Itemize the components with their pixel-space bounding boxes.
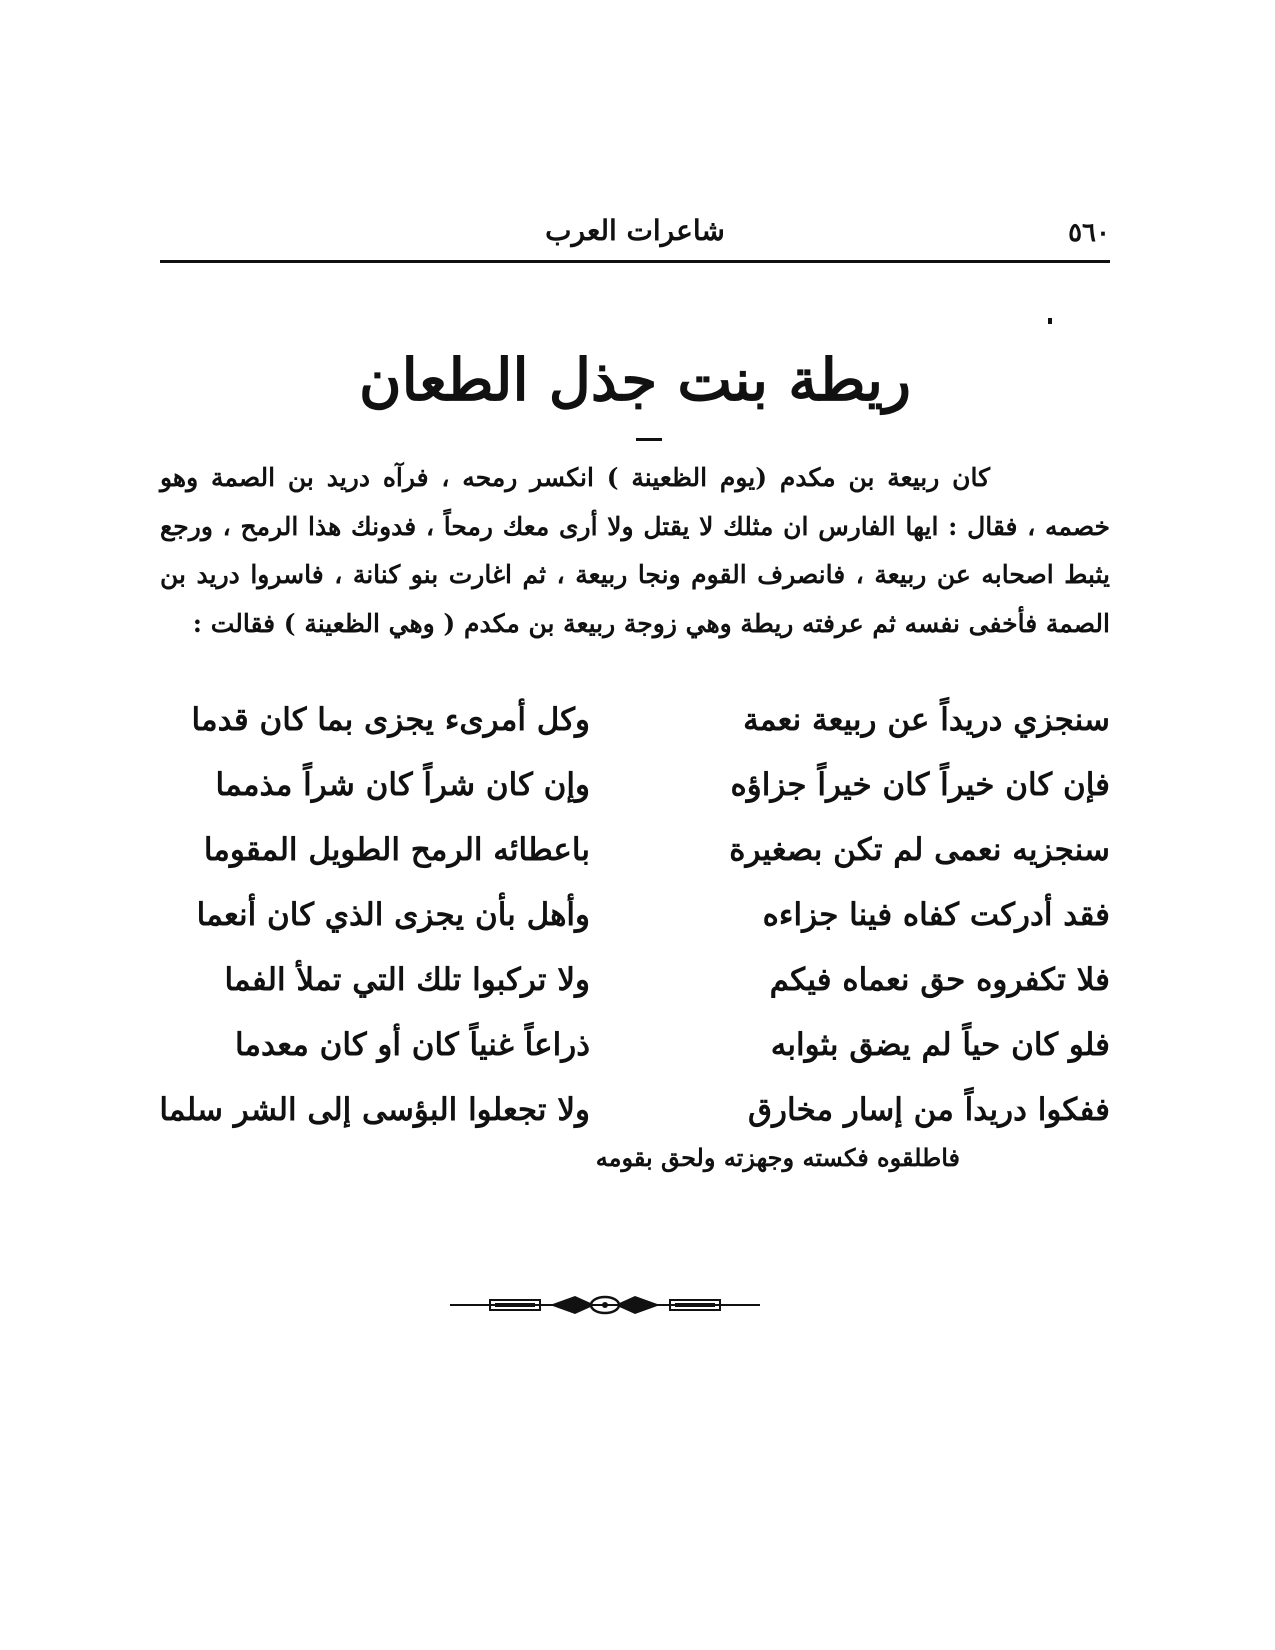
ornament-divider <box>450 1290 760 1320</box>
verse <box>150 885 1110 950</box>
second-hemistich: ولا تجعلوا البؤسى إلى الشر سلما <box>159 1092 590 1128</box>
first-hemistich: سنجزي دريداً عن ربيعة نعمة <box>743 702 1110 738</box>
first-hemistich: ففكوا دريداً من إسار مخارق <box>748 1092 1110 1128</box>
second-hemistich: ولا تركبوا تلك التي تملأ الفما <box>224 962 590 998</box>
intro-paragraph <box>160 454 1110 648</box>
second-hemistich: وكل أمرىء يجزى بما كان قدما <box>191 702 590 738</box>
first-hemistich: فإن كان خيراً كان خيراً جزاؤه <box>730 767 1110 803</box>
second-hemistich: ذراعاً غنياً كان أو كان معدما <box>234 1027 590 1063</box>
first-hemistich: فلو كان حياً لم يضق بثوابه <box>770 1027 1110 1063</box>
intro-text: كان ربيعة بن مكدم (يوم الظعينة ) انكسر رمحه ، فرآه دريد بن الصمة وهو خصمه ، فقال : ايها الفارس ان مثلك لا يقتل ولا أرى معك رمحاً ، فدونك هذا الرمح ، ورجع يثبط اصحابه عن ربيعة ، فانصرف القوم ونجا ربيعة ، ثم اغارت بنو كنانة ، فاسروا دريد بن الصمة فأخفى نفسه ثم عرفته ريطة وهي زوجة ربيعة بن مكدم ( وهي الظعينة ) فقالت : <box>160 463 1110 638</box>
poem-verses <box>150 690 1110 1145</box>
second-hemistich: باعطائه الرمح الطويل المقوما <box>203 832 590 868</box>
verse <box>150 755 1110 820</box>
title-separator <box>636 438 662 441</box>
verse <box>150 820 1110 885</box>
running-header <box>160 214 1110 258</box>
page-number: ٥٦٠ <box>1068 218 1110 248</box>
header-rule <box>160 260 1110 263</box>
book-title: شاعرات العرب <box>545 214 725 247</box>
second-hemistich: وأهل بأن يجزى الذي كان أنعما <box>196 897 590 933</box>
first-hemistich: فقد أدركت كفاه فينا جزاءه <box>762 897 1110 933</box>
verse <box>150 1080 1110 1145</box>
first-hemistich: فلا تكفروه حق نعماه فيكم <box>769 962 1110 998</box>
closing-line: فاطلقوه فكسته وجهزته ولحق بقومه <box>595 1143 960 1172</box>
first-hemistich: سنجزيه نعمى لم تكن بصغيرة <box>729 832 1110 868</box>
verse <box>150 690 1110 755</box>
poem-title: ريطة بنت جذل الطعان <box>358 346 912 414</box>
print-speck <box>1048 318 1052 324</box>
second-hemistich: وإن كان شراً كان شراً مذمما <box>215 767 590 803</box>
verse <box>150 1015 1110 1080</box>
verse <box>150 950 1110 1015</box>
